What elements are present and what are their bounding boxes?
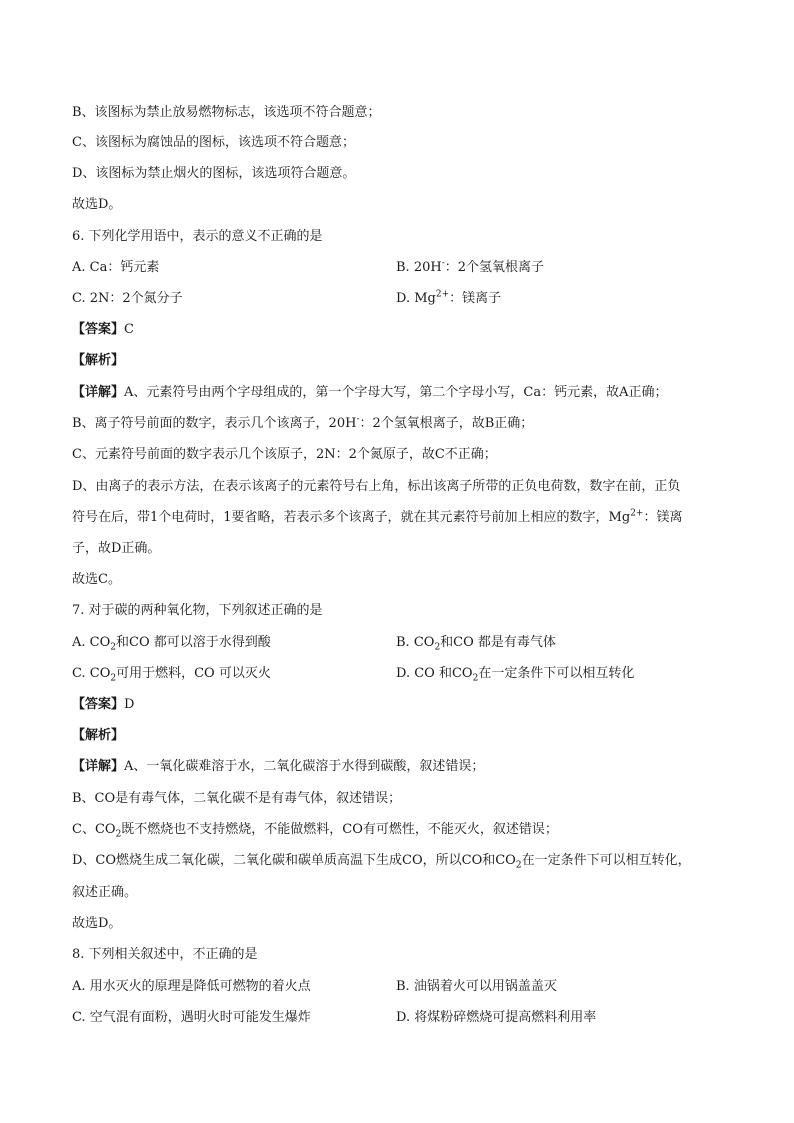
q7-option-b-sub: 2: [434, 642, 441, 653]
q6-detail-d-tail: ：镁离: [643, 510, 683, 525]
q7-option-d-formula: D. CO 和CO: [396, 666, 473, 681]
q6-answer-value: C: [124, 322, 134, 337]
q7-detail-d-line2: 叙述正确。: [72, 885, 138, 900]
q8-stem: 8. 下列相关叙述中，不正确的是: [72, 947, 258, 962]
q7-option-d-text: 在一定条件下可以相互转化: [478, 666, 635, 681]
q6-conclusion: 故选C。: [72, 572, 121, 587]
q7-option-a: [72, 634, 271, 652]
q6-detail-label: 【详解】: [72, 385, 125, 400]
q6-detail-c: C、元素符号前面的数字表示几个该原子，2N：2个氮原子，故C不正确；: [72, 447, 497, 462]
q6-option-b-charge: -: [441, 258, 445, 269]
q7-analysis-label: 【解析】: [72, 728, 125, 743]
q5-explanation-b: B、该图标为禁止放易燃物标志，该选项不符合题意；: [72, 105, 381, 120]
q8-option-d: D. 将煤粉碎燃烧可提高燃料利用率: [396, 1010, 597, 1025]
q6-option-d-meaning: ：镁离子: [449, 291, 502, 306]
q6-detail-b-charge: -: [356, 414, 360, 425]
q7-option-a-text: 和CO 都可以溶于水得到酸: [116, 635, 271, 650]
q6-option-d-charge: 2+: [435, 289, 450, 300]
q6-option-b: [396, 259, 544, 277]
q7-detail-d-sub: 2: [515, 860, 522, 871]
q6-option-d: [396, 290, 501, 308]
q6-detail-b-tail: ：2个氢氧根离子，故B正确；: [359, 416, 534, 431]
q7-detail-c-sub: 2: [115, 829, 122, 840]
q7-option-c-sub: 2: [110, 673, 117, 684]
q8-option-b: B. 油锅着火可以用锅盖盖灭: [396, 979, 557, 994]
q7-detail-b: B、CO是有毒气体，二氧化碳不是有毒气体，叙述错误；: [72, 791, 402, 806]
q7-option-b-formula: B. CO: [396, 635, 435, 650]
q6-option-d-text: D. Mg: [396, 291, 436, 306]
q7-answer: [72, 696, 722, 714]
q7-answer-value: D: [124, 697, 135, 712]
q7-detail-label: 【详解】: [72, 759, 125, 774]
q7-answer-label: 【答案】: [72, 697, 125, 712]
q5-explanation-d: D、该图标为禁止烟火的图标，该选项符合题意。: [72, 166, 356, 181]
q7-detail-c-formula: C、CO: [72, 822, 116, 837]
q6-analysis-heading: [72, 352, 722, 370]
q7-detail-d-text: D、CO燃烧生成二氧化碳，二氧化碳和碳单质高温下生成CO，所以CO和CO: [72, 853, 516, 868]
q6-option-b-meaning: ：2个氢氧根离子: [444, 260, 545, 275]
q7-detail-d-tail: 在一定条件下可以相互转化，: [521, 853, 691, 868]
q6-option-a: A. Ca：钙元素: [72, 260, 160, 275]
q7-option-c: [72, 665, 271, 683]
q6-detail-a-text: A、元素符号由两个字母组成的，第一个字母大写，第二个字母小写，Ca：钙元素，故A正确；: [124, 385, 668, 400]
q6-option-b-text: B. 20H: [396, 260, 442, 275]
q6-detail-d-line1: D、由离子的表示方法，在表示该离子的元素符号右上角，标出该离子所带的正负电荷数，数字在前，正负: [72, 479, 681, 494]
q8-option-c: C. 空气混有面粉，遇明火时可能发生爆炸: [72, 1010, 311, 1025]
q7-option-a-formula: A. CO: [72, 635, 111, 650]
q6-answer: [72, 321, 722, 339]
q6-detail-d-text: 符号在后，带1个电荷时，1要省略，若表示多个该离子，就在其元素符号前加上相应的数字，Mg: [72, 510, 631, 525]
q7-option-b: [396, 634, 556, 652]
q7-detail-a-text: A、一氧化碳难溶于水，二氧化碳溶于水得到碳酸，叙述错误；: [124, 759, 485, 774]
q6-detail-d-line2: [72, 509, 722, 527]
q6-analysis-label: 【解析】: [72, 353, 125, 368]
q6-detail-a: [72, 384, 722, 402]
q6-option-c: C. 2N：2个氮分子: [72, 291, 183, 306]
q5-explanation-c: C、该图标为腐蚀品的图标，该选项不符合题意；: [72, 135, 355, 150]
q6-stem: 6. 下列化学用语中，表示的意义不正确的是: [72, 229, 323, 244]
q7-stem: 7. 对于碳的两种氧化物，下列叙述正确的是: [72, 603, 323, 618]
q7-option-d-sub: 2: [472, 673, 479, 684]
q7-option-b-text: 和CO 都是有毒气体: [440, 635, 556, 650]
q6-detail-b: [72, 415, 722, 433]
q7-option-a-sub: 2: [110, 642, 116, 653]
q7-detail-a: [72, 758, 722, 776]
q7-option-c-formula: C. CO: [72, 666, 111, 681]
q6-detail-b-text: B、离子符号前面的数字，表示几个该离子，20H: [72, 416, 357, 431]
q7-detail-c-text: 既不燃烧也不支持燃烧，不能做燃料，CO有可燃性，不能灭火，叙述错误；: [121, 822, 558, 837]
q6-answer-label: 【答案】: [72, 322, 125, 337]
q8-option-a: A. 用水灭火的原理是降低可燃物的着火点: [72, 979, 311, 994]
q6-detail-d-line3: 子，故D正确。: [72, 541, 161, 556]
q7-detail-d-line1: [72, 852, 722, 870]
q7-analysis-heading: [72, 727, 722, 745]
q7-option-c-text: 可用于燃料，CO 可以灭火: [116, 666, 271, 681]
q7-conclusion: 故选D。: [72, 916, 122, 931]
q7-detail-c: [72, 821, 722, 839]
q7-option-d: [396, 665, 634, 683]
q5-conclusion: 故选D。: [72, 197, 122, 212]
q6-detail-d-charge: 2+: [630, 508, 644, 519]
